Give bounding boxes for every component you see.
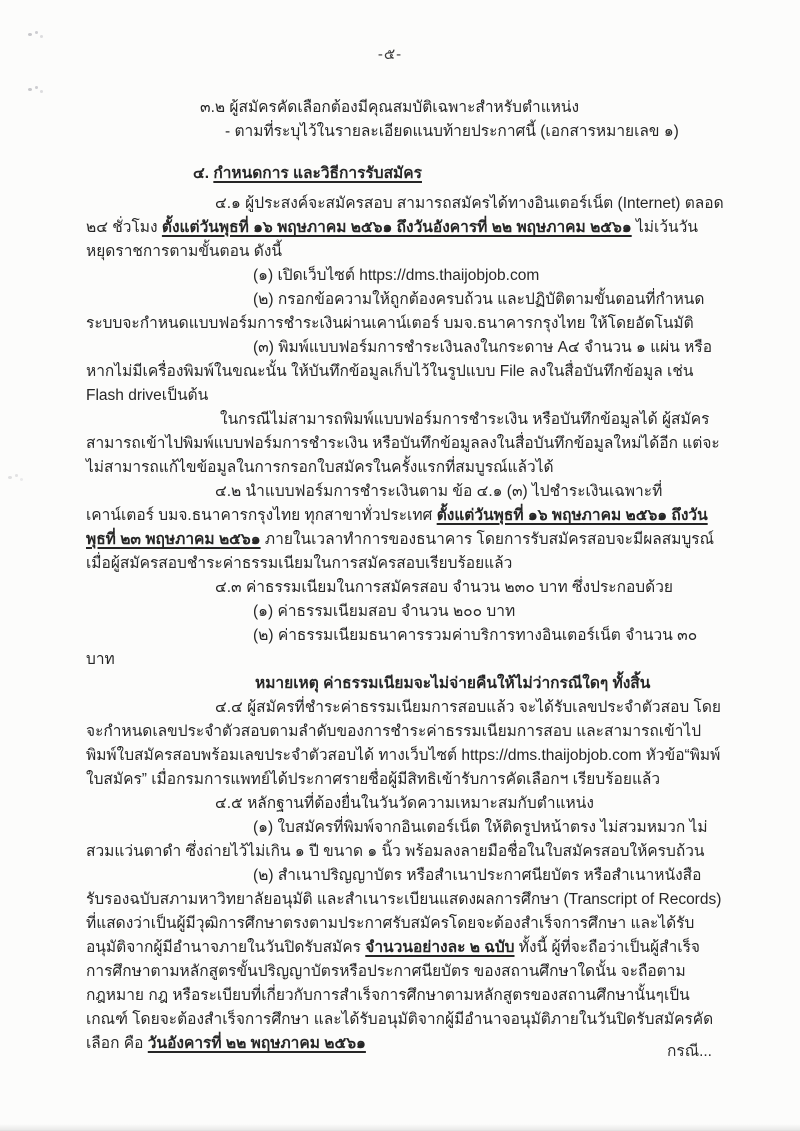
section-4-heading <box>86 162 726 186</box>
text-segment: ๓.๒ ผู้สมัครคัดเลือกต้องมีคุณสมบัติเฉพาะสำหรับตำแหน่ง <box>200 99 580 116</box>
text-segment: หมายเหตุ ค่าธรรมเนียมจะไม่จ่ายคืนให้ไม่ว่ากรณีใดๆ ทั้งสิ้น <box>255 675 651 692</box>
clause-3-2-detail <box>86 120 726 144</box>
note-reprint <box>86 408 726 480</box>
text-segment: ในกรณีไม่สามารถพิมพ์แบบฟอร์มการชำระเงิน หรือบันทึกข้อมูลได้ ผู้สมัครสามารถเข้าไปพิมพ์แบบฟอร์มการชำระเงิน หรือบันทึกข้อมูลลงในสื่อบันทึกข้อมูลใหม่ได้อีก แต่จะไม่สามารถแก้ไขข้อมูลในการกรอกใบสมัครในครั้งแรกที่สมบูรณ์แล้วได้ <box>86 411 720 476</box>
text-segment: - ตามที่ระบุไว้ในรายละเอียดแนบท้ายประกาศนี้ (เอกสารหมายเลข ๑) <box>225 123 679 140</box>
evidence-item-2 <box>86 864 726 1056</box>
scan-edge-shadow <box>0 1124 800 1131</box>
text-segment: ไม่เว้นวันหยุดราชการตามขั้นตอน ดังนี้ <box>86 219 698 260</box>
evidence-item-1 <box>86 816 726 864</box>
text-segment: ๔.๒ นำแบบฟอร์มการชำระเงินตาม ข้อ ๔.๑ (๓) ไปชำระเงินเฉพาะที่เคาน์เตอร์ บมจ.ธนาคารกรุงไทย ทุกสาขาทั่วประเทศ <box>86 483 663 524</box>
step-3-print-form <box>86 336 726 408</box>
text-segment: ๔. <box>193 165 214 182</box>
text-segment: (๒) ค่าธรรมเนียมธนาคารรวมค่าบริการทางอินเตอร์เน็ต จำนวน ๓๐ บาท <box>86 627 698 668</box>
clause-4-4 <box>86 696 726 792</box>
clause-4-5 <box>86 792 726 816</box>
clause-4-3-fees <box>86 576 726 600</box>
scan-artifact-mark <box>8 476 12 479</box>
text-segment: (๑) เปิดเว็บไซต์ https://dms.thaijobjob.com <box>253 267 540 284</box>
fee-item-2 <box>86 624 726 672</box>
step-2-fill-form <box>86 288 726 336</box>
fee-note <box>86 672 726 696</box>
text-segment: (๑) ใบสมัครที่พิมพ์จากอินเตอร์เน็ต ให้ติดรูปหน้าตรง ไม่สวมหมวก ไม่สวมแว่นตาดำ ซึ่งถ่ายไว้ไม่เกิน ๑ ปี ขนาด ๑ นิ้ว พร้อมลงลายมือชื่อในใบสมัครสอบให้ครบถ้วน <box>86 819 708 860</box>
clause-4-1 <box>86 192 726 264</box>
scan-artifact-mark <box>28 33 32 36</box>
step-1-open-website <box>86 264 726 288</box>
text-segment: ๔.๕ หลักฐานที่ต้องยื่นในวันวัดความเหมาะสมกับตำแหน่ง <box>215 795 594 812</box>
text-segment: (๑) ค่าธรรมเนียมสอบ จำนวน ๒๐๐ บาท <box>253 603 516 620</box>
text-segment: ๔.๑ ผู้ประสงค์จะสมัครสอบ สามารถสมัครได้ทางอินเตอร์เน็ต (Internet) ตลอด ๒๔ ชั่วโมง <box>86 195 724 236</box>
text-segment: (๒) สำเนาปริญญาบัตร หรือสำเนาประกาศนียบัตร หรือสำเนาหนังสือรับรองฉบับสภามหาวิทยาลัยอนุมัติ และสำเนาระเบียนแสดงผลการศึกษา (Transcript of Records) ที่แสดงว่าเป็นผู้มีวุฒิการศึกษาตรงตามประกาศรับสมัครโดยจะต้องสำเร็จการศึกษา และได้รับอนุมัติจากผู้มีอำนาจภายในวันปิดรับสมัคร <box>86 867 722 956</box>
text-segment: ๔.๓ ค่าธรรมเนียมในการสมัครสอบ จำนวน ๒๓๐ บาท ซึ่งประกอบด้วย <box>215 579 673 596</box>
text-segment: (๓) พิมพ์แบบฟอร์มการชำระเงินลงในกระดาษ A๔ จำนวน ๑ แผ่น หรือหากไม่มีเครื่องพิมพ์ในขณะนั้น ให้บันทึกข้อมูลเก็บไว้ในรูปแบบ File ลงในสื่อบันทึกข้อมูล เช่น Flash driveเป็นต้น <box>86 339 713 404</box>
clause-3-2 <box>86 96 726 120</box>
scan-artifact-mark <box>28 88 32 91</box>
page-number: -๕- <box>377 46 403 63</box>
text-segment: (๒) กรอกข้อความให้ถูกต้องครบถ้วน และปฏิบัติตามขั้นตอนที่กำหนดระบบจะกำหนดแบบฟอร์มการชำระเงินผ่านเคาน์เตอร์ บมจ.ธนาคารกรุงไทย ให้โดยอัตโนมัติ <box>86 291 705 332</box>
fee-item-1 <box>86 600 726 624</box>
text-segment: ทั้งนี้ ผู้ที่จะถือว่าเป็นผู้สำเร็จการศึกษาตามหลักสูตรขั้นปริญญาบัตรหรือประกาศนียบัตร ของสถานศึกษาใดนั้น จะถือตามกฎหมาย กฎ หรือระเบียบที่เกี่ยวกับการสำเร็จการศึกษาตามหลักสูตรของสถานศึกษานั้นๆเป็นเกณฑ์ โดยจะต้องสำเร็จการศึกษา และได้รับอนุมัติจากผู้มีอำนาจอนุมัติภายในวันปิดรับสมัครคัดเลือก คือ <box>86 939 714 1052</box>
text-segment: ภายในเวลาทำการของธนาคาร โดยการรับสมัครสอบจะมีผลสมบูรณ์เมื่อผู้สมัครสอบชำระค่าธรรมเนียมในการสมัครสอบเรียบร้อยแล้ว <box>86 531 714 572</box>
clause-4-2 <box>86 480 726 576</box>
text-segment: ๔.๔ ผู้สมัครที่ชำระค่าธรรมเนียมการสอบแล้ว จะได้รับเลขประจำตัวสอบ โดยจะกำหนดเลขประจำตัวสอบตามลำดับของการชำระค่าธรรมเนียมการสอบ และสามารถเข้าไปพิมพ์ใบสมัครสอบพร้อมเลขประจำตัวสอบได้ ทางเว็บไซต์ https://dms.thaijobjob.com หัวข้อ“พิมพ์ใบสมัคร” เมื่อกรมการแพทย์ได้ประกาศรายชื่อผู้มีสิทธิเข้ารับการคัดเลือกฯ เรียบร้อยแล้ว <box>86 699 721 788</box>
document-body <box>86 96 726 1056</box>
text-segment: กำหนดการ และวิธีการรับสมัคร <box>213 165 422 182</box>
text-segment: จำนวนอย่างละ ๒ ฉบับ <box>365 939 515 956</box>
text-segment: ตั้งแต่วันพุธที่ ๑๖ พฤษภาคม ๒๕๖๑ ถึงวันอังคารที่ ๒๒ พฤษภาคม ๒๕๖๑ <box>161 219 632 236</box>
continuation-catchword: กรณี... <box>666 1043 712 1060</box>
text-segment: ตั้งแต่วันพุธที่ ๑๖ พฤษภาคม ๒๕๖๑ ถึงวันพุธที่ ๒๓ พฤษภาคม ๒๕๖๑ <box>86 507 708 548</box>
text-segment: วันอังคารที่ ๒๒ พฤษภาคม ๒๕๖๑ <box>147 1035 366 1052</box>
